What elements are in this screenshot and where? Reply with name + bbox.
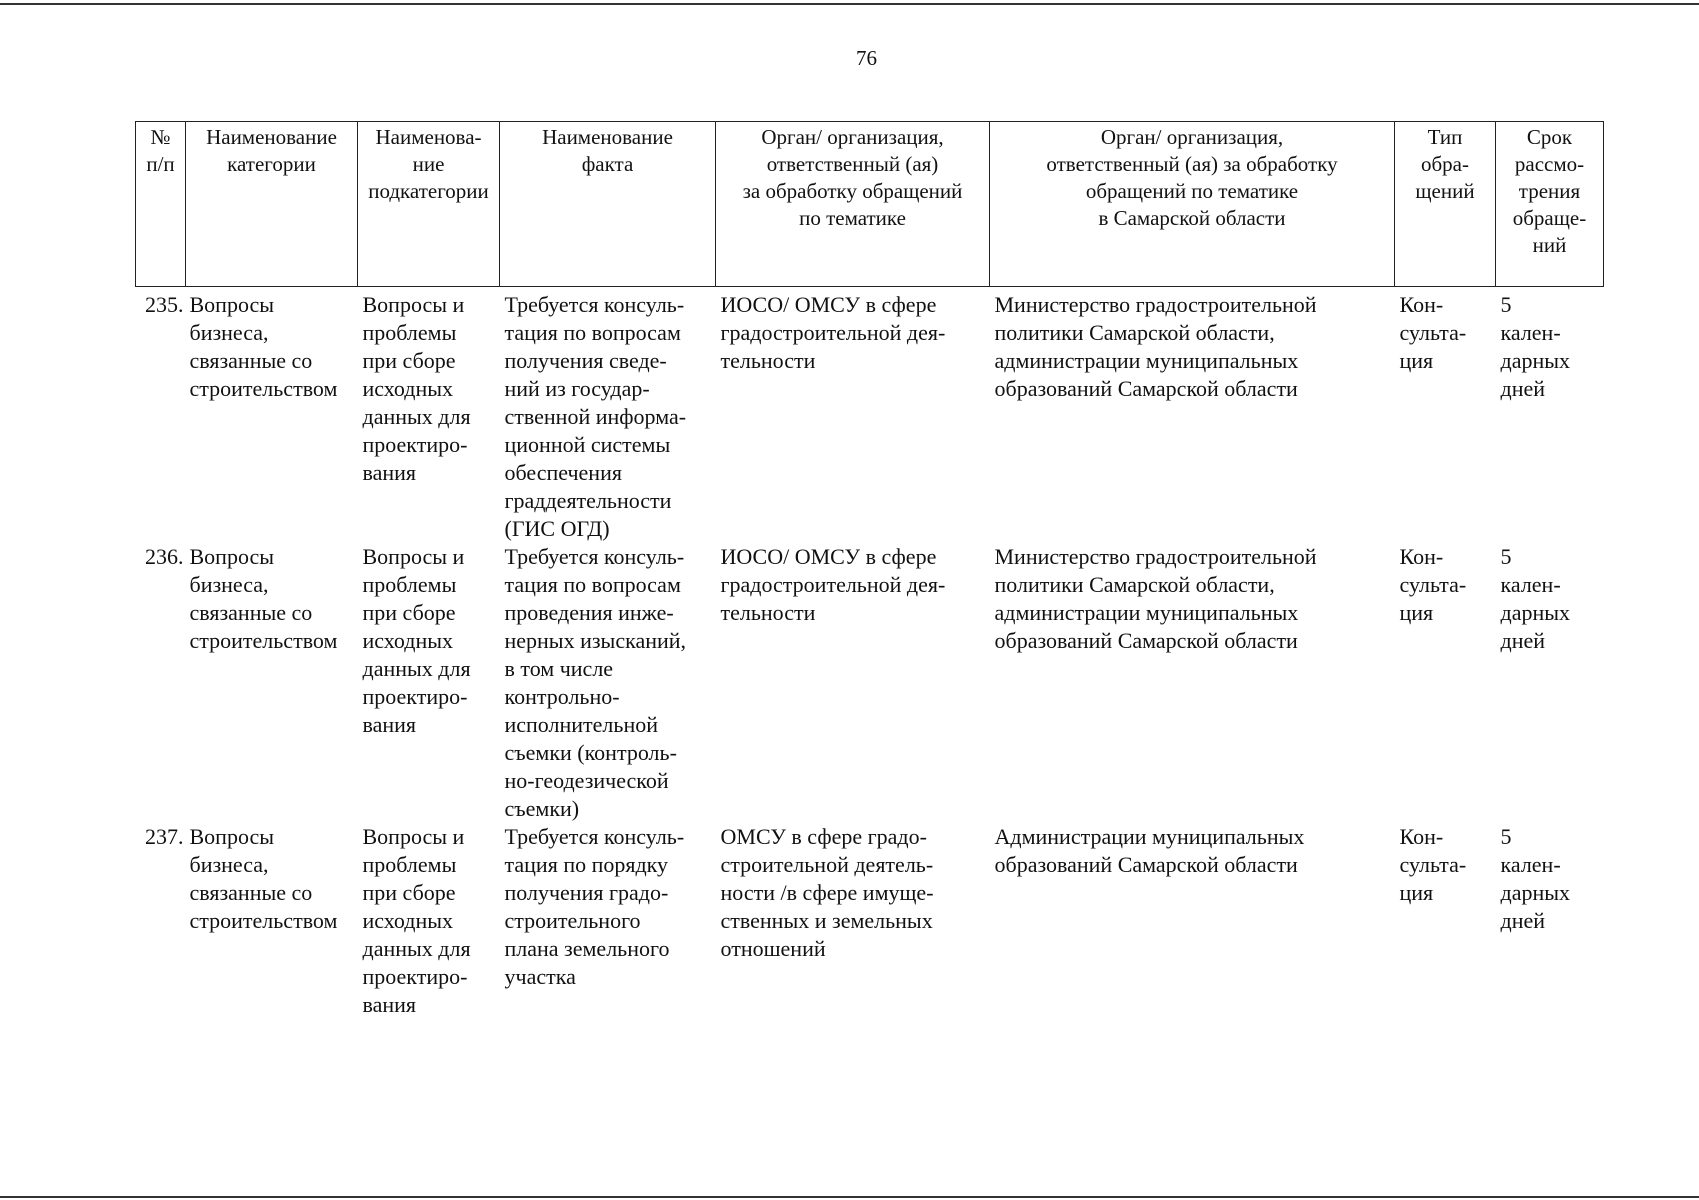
bottom-border-line: [0, 1196, 1699, 1198]
row-number: 236.: [145, 544, 184, 569]
header-subcategory: Наименова- ние подкатегории: [358, 122, 500, 287]
page-number: 76: [856, 46, 877, 70]
row-type: Кон- сульта- ция: [1399, 544, 1467, 625]
header-category: Наименование категории: [186, 122, 358, 287]
header-organization-samara: Орган/ организация, ответственный (ая) за обработку обращений по тематике в Самарской области: [990, 122, 1395, 287]
row-subcategory: Вопросы и проблемы при сборе исходных данных для проектиро- вания: [362, 292, 471, 485]
header-type: Тип обра- щений: [1395, 122, 1496, 287]
row-category: Вопросы бизнеса, связанные со строительством: [189, 824, 338, 933]
row-category: Вопросы бизнеса, связанные со строительством: [189, 292, 338, 401]
row-fact: Требуется консуль- тация по вопросам получения сведе- ний из государ- ственной информа- ционной системы обеспечения граддеятельности (ГИС ОГД): [504, 292, 687, 541]
row-type: Кон- сульта- ция: [1399, 824, 1467, 905]
row-organization-samara: Министерство градостроительной политики Самарской области, администрации муниципальных образований Самарской области: [994, 544, 1317, 653]
table-row: [136, 823, 1604, 1019]
header-fact: Наименование факта: [500, 122, 716, 287]
row-term: 5 кален- дарных дней: [1500, 292, 1571, 401]
header-row: [136, 122, 1604, 287]
row-organization: ИОСО/ ОМСУ в сфере градостроительной дея- тельности: [720, 544, 946, 625]
table-row: [136, 291, 1604, 543]
row-organization-samara: Администрации муниципальных образований Самарской области: [994, 824, 1305, 877]
row-fact: Требуется консуль- тация по порядку получения градо- строительного плана земельного участка: [504, 824, 685, 989]
header-term: Срок рассмо- трения обраще- ний: [1496, 122, 1604, 287]
row-organization-samara: Министерство градостроительной политики Самарской области, администрации муниципальных образований Самарской области: [994, 292, 1317, 401]
row-organization: ИОСО/ ОМСУ в сфере градостроительной дея- тельности: [720, 292, 946, 373]
row-type: Кон- сульта- ция: [1399, 292, 1467, 373]
row-number: 235.: [145, 292, 184, 317]
row-term: 5 кален- дарных дней: [1500, 824, 1571, 933]
header-num: № п/п: [136, 122, 186, 287]
row-organization: ОМСУ в сфере градо- строительной деятель- ности /в сфере имуще- ственных и земельных отношений: [720, 824, 934, 961]
row-fact: Требуется консуль- тация по вопросам проведения инже- нерных изысканий, в том числе контрольно- исполнительной съемки (контроль- но-геодезической съемки): [504, 544, 687, 821]
row-category: Вопросы бизнеса, связанные со строительством: [189, 544, 338, 653]
header-organization: Орган/ организация, ответственный (ая) за обработку обращений по тематике: [716, 122, 990, 287]
table-header: [136, 122, 1604, 287]
table-body: [136, 287, 1604, 1020]
row-number: 237.: [145, 824, 184, 849]
row-subcategory: Вопросы и проблемы при сборе исходных данных для проектиро- вания: [362, 824, 471, 1017]
top-border-line: [0, 3, 1699, 5]
table-row: [136, 543, 1604, 823]
row-subcategory: Вопросы и проблемы при сборе исходных данных для проектиро- вания: [362, 544, 471, 737]
row-term: 5 кален- дарных дней: [1500, 544, 1571, 653]
appeals-table: [135, 121, 1604, 1019]
